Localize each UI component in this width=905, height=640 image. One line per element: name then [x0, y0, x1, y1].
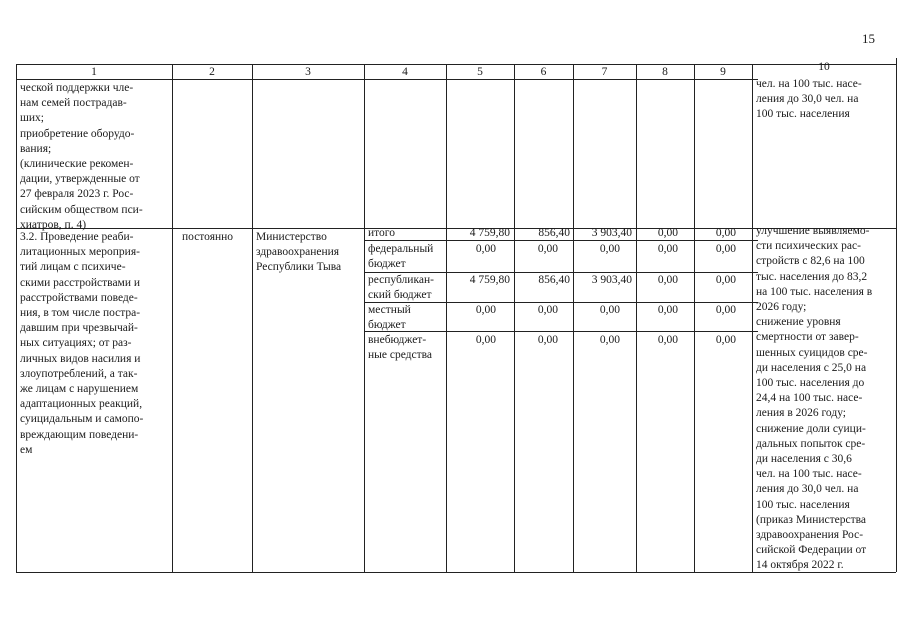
- funding-c6: 856,40: [538, 227, 570, 239]
- funding-c8: 0,00: [657, 243, 678, 255]
- column-header: 2: [209, 66, 215, 78]
- column-header: 4: [402, 66, 408, 78]
- funding-c7: 0,00: [599, 334, 620, 346]
- funding-c8: 0,00: [657, 334, 678, 346]
- expected-result: улучшение выявляемо- сти психических рас- стройств с 82,6 на 100 тыс. населения до 83,2 на 100 тыс. населения в 2026 году; снижение уровня смертности от завер- шенных суицидов сре- ди населения с 25,0 на 100 тыс. населения до 24,4 на 100 тыс. насе- ления в 2026 году; снижение доли суици- дальных попыток сре- ди населения с 30,6 чел. на 100 тыс. насе- ления до 30,0 чел. на 100 тыс. населения (приказ Министерства здравоохранения Рос- сийской Федерации от 14 октября 2022 г.: [756, 225, 873, 572]
- activity-description: 3.2. Проведение реаби- литационных мероприя- тий лицам с психиче- скими расстройствами и расстройствами поведе- ния, в том числе постра- давшим при чрезвычай- ных ситуациях; от раз- личных видов насилия и злоупотреблений, а так- же лицам с нарушением адаптационных реакций, суицидальным и самопо- вреждающим поведени- ем: [20, 231, 144, 456]
- funding-c6: 0,00: [537, 334, 558, 346]
- column-header: 8: [662, 66, 668, 78]
- prev-row-activity: ческой поддержки чле- нам семей пострадав- ших; приобретение оборудо- вания; (клинические рекомен- дации, утвержденные от 27 февраля 2023 г. Рос- сийским обществом пси- хиатров, п. 4): [20, 82, 143, 231]
- column-header: 7: [601, 66, 608, 78]
- funding-source: республикан- ский бюджет: [368, 274, 434, 302]
- col-divider: [752, 64, 753, 572]
- prev-row-result: чел. на 100 тыс. насе- ления до 30,0 чел. на 100 тыс. населения: [756, 78, 862, 121]
- col-divider: [172, 64, 173, 572]
- column-header: 6: [540, 66, 547, 78]
- column-header: 3: [305, 66, 311, 78]
- column-header: 1: [91, 66, 97, 78]
- col-divider: [364, 64, 365, 572]
- column-header: 5: [477, 66, 483, 78]
- funding-c9: 0,00: [715, 304, 736, 316]
- funding-source: итого: [368, 227, 395, 239]
- funding-c8: 0,00: [657, 304, 678, 316]
- funding-c5: 0,00: [475, 334, 496, 346]
- responsible-executor: Министерство здравоохранения Республики Тыва: [256, 231, 342, 274]
- funding-c8: 0,00: [657, 274, 678, 286]
- funding-c5: 4 759,80: [469, 227, 510, 239]
- funding-c7: 3 903,40: [591, 274, 632, 286]
- funding-source: местный бюджет: [368, 304, 411, 332]
- funding-c9: 0,00: [715, 243, 736, 255]
- page-number: 15: [862, 31, 875, 46]
- funding-source: внебюджет- ные средства: [368, 334, 433, 362]
- header-bottom-border: [16, 79, 758, 80]
- column-header: 10: [818, 61, 830, 73]
- column-header: 9: [720, 66, 726, 78]
- funding-c5: 4 759,80: [469, 274, 510, 286]
- funding-c9: 0,00: [715, 274, 736, 286]
- funding-c7: 3 903,40: [591, 227, 632, 239]
- funding-c6: 0,00: [537, 243, 558, 255]
- funding-c7: 0,00: [599, 304, 620, 316]
- funding-c5: 0,00: [475, 304, 496, 316]
- funding-c9: 0,00: [715, 227, 736, 239]
- funding-c7: 0,00: [599, 243, 620, 255]
- funding-c6: 856,40: [538, 274, 570, 286]
- funding-c6: 0,00: [537, 304, 558, 316]
- col-divider: [252, 64, 253, 572]
- funding-c9: 0,00: [715, 334, 736, 346]
- col-divider: [896, 58, 897, 572]
- funding-source: федеральный бюджет: [368, 243, 434, 271]
- col-divider: [16, 64, 17, 572]
- deadline: постоянно: [182, 231, 234, 243]
- funding-c8: 0,00: [657, 227, 678, 239]
- funding-c5: 0,00: [475, 243, 496, 255]
